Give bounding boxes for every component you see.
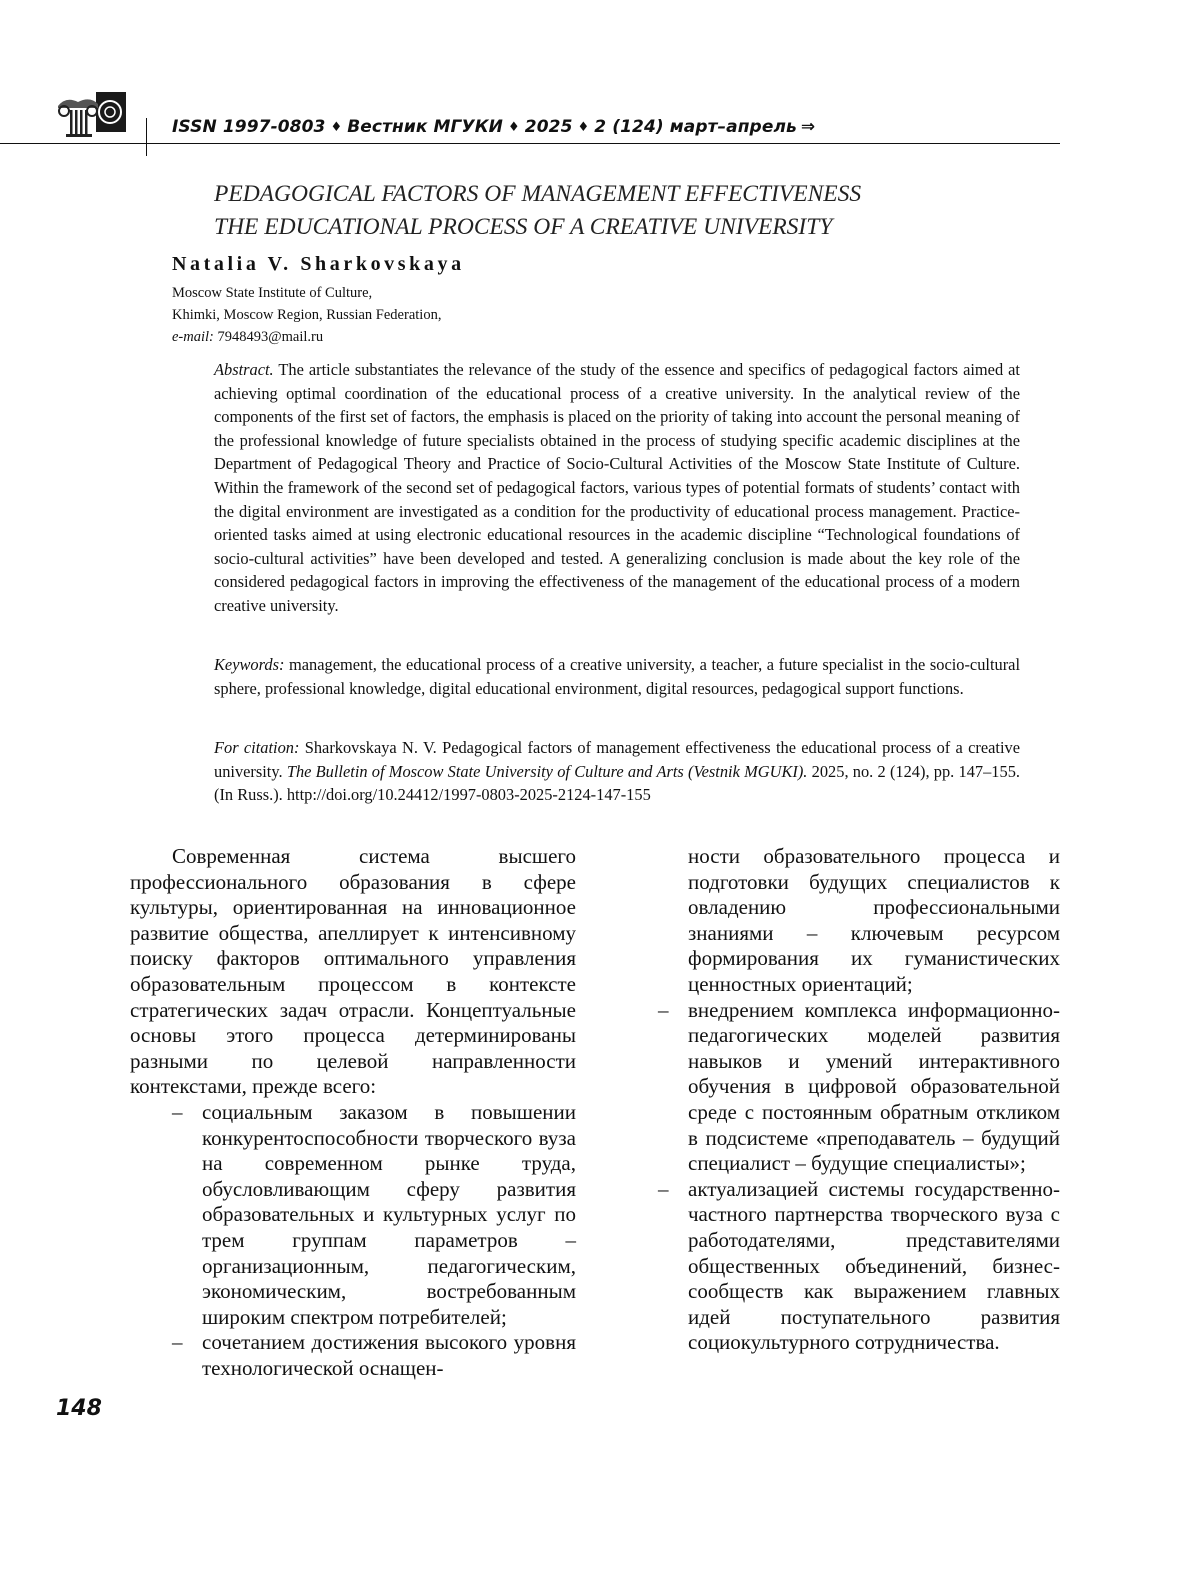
page-number: 148 — [56, 1396, 102, 1421]
diamond-separator-icon: ♦ — [330, 120, 343, 135]
keywords — [214, 653, 1020, 700]
header-journal: Вестник МГУКИ — [347, 117, 504, 137]
body-paragraph: Современная система высшего профессионального образования в сфере культуры, ориентированная на инновационное развитие общества, апеллирует к интенсивному поиску факторов оптимального управления образовательным процессом в контексте стратегических задач отрасли. Концептуальные основы этого процесса детерминированы разными по целевой направленности контекстами, прежде всего: — [130, 844, 576, 1099]
header-issn: ISSN 1997-0803 — [172, 117, 326, 137]
journal-logo-icon — [56, 92, 128, 138]
header-rule — [0, 143, 1060, 144]
header-issue: 2 (124) март–апрель — [594, 117, 797, 137]
body-continuation: ности образовательного процесса и подготовки будущих специалистов к овладению профессиональными знаниями – ключевым ресурсом формирования их гуманистических ценностных ориентаций; — [688, 844, 1060, 996]
citation-label: For citation: — [214, 738, 300, 757]
header-citation — [172, 117, 815, 137]
abstract — [214, 358, 1020, 618]
email-label: e-mail: — [172, 329, 214, 345]
arrow-right-icon: ⇒ — [800, 117, 816, 137]
dash-bullet: – — [658, 1176, 669, 1201]
dash-bullet: – — [172, 1330, 183, 1355]
abstract-text: The article substantiates the relevance of the study of the essence and specifics of pedagogical factors aimed at achieving optimal coordination of the educational process of a creative university. In the analytical review of the components of the first set of factors, the emphasis is placed on the priority of taking into account the personal meaning of the professional knowledge of future specialists obtained in the process of studying specific academic disciplines at the Department of Pedagogical Theory and Practice of Socio-Cultural Activities of the Moscow State Institute of Culture. Within the framework of the second set of pedagogical factors, various types of potential formats of students’ contact with the digital environment are investigated as a condition for the productivity of educational process management. Practice-oriented tasks aimed at using electronic educational resources in the academic discipline “Technological foundations of socio-cultural activities” have been developed and tested. A generalizing conclusion is made about the key role of the considered pedagogical factors in improving the effectiveness of the management of the educational process of a modern creative university. — [214, 360, 1020, 615]
body-list — [656, 998, 1060, 1356]
article-title — [214, 178, 1074, 244]
keywords-text: management, the educational process of a creative university, a teacher, a future specialist in the socio-cultural sphere, professional knowledge, digital educational environment, digital resources, pedagogical support functions. — [214, 655, 1020, 698]
citation-text: Sharkovskaya N. V. Pedagogical factors of management effectiveness the educational process of a creative university. — [214, 738, 1021, 781]
list-item: – внедрением комплекса информационно-педагогических моделей развития навыков и умений интерактивного обучения в цифровой образовательной среде с постоянным обратным откликом в подсистеме «преподаватель – будущий специалист – будущие специалисты»; — [658, 997, 1060, 1176]
author-name: Natalia V. Sharkovskaya — [172, 253, 465, 275]
diamond-separator-icon: ♦ — [577, 120, 590, 135]
body-column-left — [130, 844, 576, 1381]
citation-doi[interactable]: 2025, no. 2 (124), pp. 147–155. (In Russ.). http://doi.org/10.24412/1997-0803-2025-2124-147-155 — [214, 761, 1020, 805]
title-line: PEDAGOGICAL FACTORS OF MANAGEMENT EFFECTIVENESS — [214, 181, 862, 207]
list-item: – социальным заказом в повышении конкурентоспособности творческого вуза на современном рынке труда, обусловливающим сферу развития образовательных и культурных услуг по трем группам параметров – организационным, педагогическим, экономическим, востребованным широким спектром потребителей; — [172, 1099, 576, 1329]
citation — [214, 736, 1020, 807]
body-list — [130, 1100, 576, 1382]
affiliation-line: Moscow State Institute of Culture, — [172, 285, 373, 301]
title-line: THE EDUCATIONAL PROCESS OF A CREATIVE UNIVERSITY — [214, 214, 833, 240]
dash-bullet: – — [172, 1099, 183, 1124]
diamond-separator-icon: ♦ — [508, 120, 520, 135]
list-item: – актуализацией системы государственно-частного партнерства творческого вуза с работодателями, представителями общественных объединений, бизнес-сообществ как выражением главных идей поступательного развития социокультурного сотрудничества. — [658, 1176, 1060, 1355]
body-column-right — [656, 844, 1060, 1356]
affiliation-line: Khimki, Moscow Region, Russian Federation, — [172, 307, 442, 323]
abstract-label: Abstract. — [214, 360, 274, 379]
keywords-label: Keywords: — [214, 655, 285, 674]
running-header — [0, 0, 1200, 160]
citation-journal: The Bulletin of Moscow State University of Culture and Arts (Vestnik MGUKI). — [286, 761, 808, 781]
email-address[interactable]: 7948493@mail.ru — [217, 329, 324, 345]
email-line — [172, 326, 441, 348]
header-divider-vertical — [146, 118, 147, 156]
author-affiliation — [172, 282, 441, 348]
list-item: – сочетанием достижения высокого уровня технологической оснащен- — [172, 1330, 576, 1380]
header-year: 2025 — [524, 117, 573, 137]
dash-bullet: – — [658, 997, 669, 1022]
